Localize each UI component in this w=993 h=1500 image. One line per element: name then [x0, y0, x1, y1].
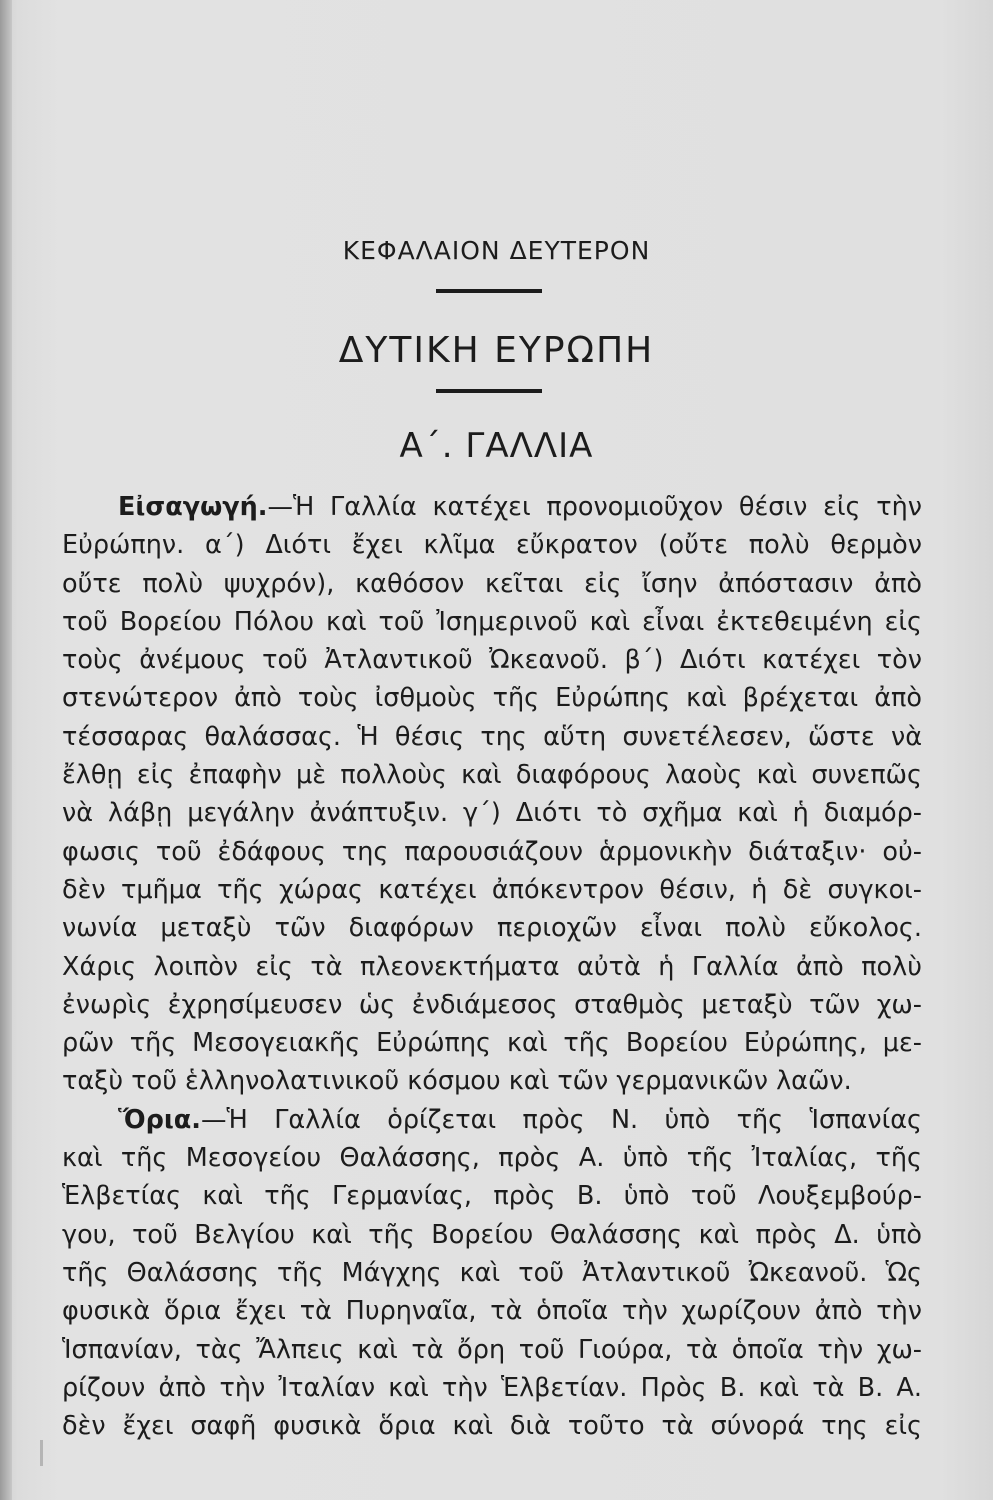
text-line: ρίζουν ἀπὸ τὴν Ἰταλίαν καὶ τὴν Ἑλβετίαν. Πρὸς Β. καὶ τὰ Β. Α.	[62, 1372, 922, 1403]
text-line: δὲν ἔχει σαφῆ φυσικὰ ὅρια καὶ διὰ τοῦτο τὰ σύνορά της εἰς	[62, 1411, 922, 1442]
divider-rule	[436, 289, 542, 293]
divider-rule	[436, 389, 542, 393]
text-line: οὔτε πολὺ ψυχρόν), καθόσον κεῖται εἰς ἴσην ἀπόστασιν ἀπὸ	[62, 568, 922, 599]
text-line: στενώτερον ἀπὸ τοὺς ἰσθμοὺς τῆς Εὐρώπης καὶ βρέχεται ἀπὸ	[62, 683, 922, 714]
part-title: ΔΥΤΙΚΗ ΕΥΡΩΠΗ	[338, 330, 655, 371]
paragraph-line-text: —Ἡ Γαλλία ὁρίζεται πρὸς Ν. ὑπὸ τῆς Ἱσπανίας	[201, 1104, 922, 1135]
text-line: ἐνωρὶς ἐχρησίμευσεν ὡς ἐνδιάμεσος σταθμὸς μεταξὺ τῶν χω-	[62, 989, 922, 1020]
text-line: ἔλθῃ εἰς ἐπαφὴν μὲ πολλοὺς καὶ διαφόρους λαοὺς καὶ συνεπῶς	[62, 760, 922, 791]
paragraph-first-line	[62, 488, 922, 526]
text-line: γου, τοῦ Βελγίου καὶ τῆς Βορείου Θαλάσσης καὶ πρὸς Δ. ὑπὸ	[62, 1219, 922, 1250]
text-line: τέσσαρας θαλάσσας. Ἡ θέσις της αὕτη συνετέλεσεν, ὥστε νὰ	[62, 721, 922, 752]
paragraph-heading: Εἰσαγωγή.	[118, 492, 268, 522]
margin-mark	[40, 1440, 43, 1466]
text-line: δὲν τμῆμα τῆς χώρας κατέχει ἀπόκεντρον θέσιν, ἡ δὲ συγκοι-	[62, 874, 922, 905]
paragraph-first-line	[62, 1101, 922, 1139]
paragraph-heading: Ὅρια.	[118, 1104, 201, 1135]
paragraph-line-text: —Ἡ Γαλλία κατέχει προνομιοῦχον θέσιν εἰς τὴν	[267, 492, 922, 522]
text-line: νὰ λάβῃ μεγάλην ἀνάπτυξιν. γ΄) Διότι τὸ σχῆμα καὶ ἡ διαμόρ-	[62, 798, 922, 829]
page-binding-shadow	[0, 0, 12, 1500]
chapter-heading: ΚΕΦΑΛΑΙΟΝ ΔΕΥΤΕΡΟΝ	[342, 236, 651, 265]
text-line: Χάρις λοιπὸν εἰς τὰ πλεονεκτήματα αὐτὰ ἡ Γαλλία ἀπὸ πολὺ	[62, 951, 922, 982]
text-line: τοὺς ἀνέμους τοῦ Ἀτλαντικοῦ Ὠκεανοῦ. β΄) Διότι κατέχει τὸν	[62, 645, 922, 676]
text-line: φωσις τοῦ ἐδάφους της παρουσιάζουν ἁρμονικὴν διάταξιν· οὐ-	[62, 836, 922, 867]
text-line: νωνία μεταξὺ τῶν διαφόρων περιοχῶν εἶναι πολὺ εὔκολος.	[62, 913, 922, 944]
text-line: ρῶν τῆς Μεσογειακῆς Εὐρώπης καὶ τῆς Βορείου Εὐρώπης, με-	[62, 1028, 922, 1059]
text-line: τοῦ Βορείου Πόλου καὶ τοῦ Ἰσημερινοῦ καὶ εἶναι ἐκτεθειμένη εἰς	[62, 606, 922, 637]
text-line: καὶ τῆς Μεσογείου Θαλάσσης, πρὸς Α. ὑπὸ τῆς Ἰταλίας, τῆς	[62, 1143, 922, 1174]
text-line: φυσικὰ ὅρια ἔχει τὰ Πυρηναῖα, τὰ ὁποῖα τὴν χωρίζουν ἀπὸ τὴν	[62, 1296, 922, 1327]
section-title: Α΄. ΓΑΛΛΙΑ	[399, 426, 594, 466]
text-line: τῆς Θαλάσσης τῆς Μάγχης καὶ τοῦ Ἀτλαντικοῦ Ὠκεανοῦ. Ὡς	[62, 1257, 922, 1288]
text-line: Εὐρώπην. α΄) Διότι ἔχει κλῖμα εὔκρατον (οὔτε πολὺ θερμὸν	[62, 530, 922, 561]
body-text	[62, 488, 922, 1445]
text-line: ταξὺ τοῦ ἑλληνολατινικοῦ κόσμου καὶ τῶν γερμανικῶν λαῶν.	[62, 1066, 852, 1097]
text-line: Ἱσπανίαν, τὰς Ἄλπεις καὶ τὰ ὄρη τοῦ Γιούρα, τὰ ὁποῖα τὴν χω-	[62, 1334, 922, 1365]
text-line: Ἑλβετίας καὶ τῆς Γερμανίας, πρὸς Β. ὑπὸ τοῦ Λουξεμβούρ-	[62, 1181, 922, 1212]
